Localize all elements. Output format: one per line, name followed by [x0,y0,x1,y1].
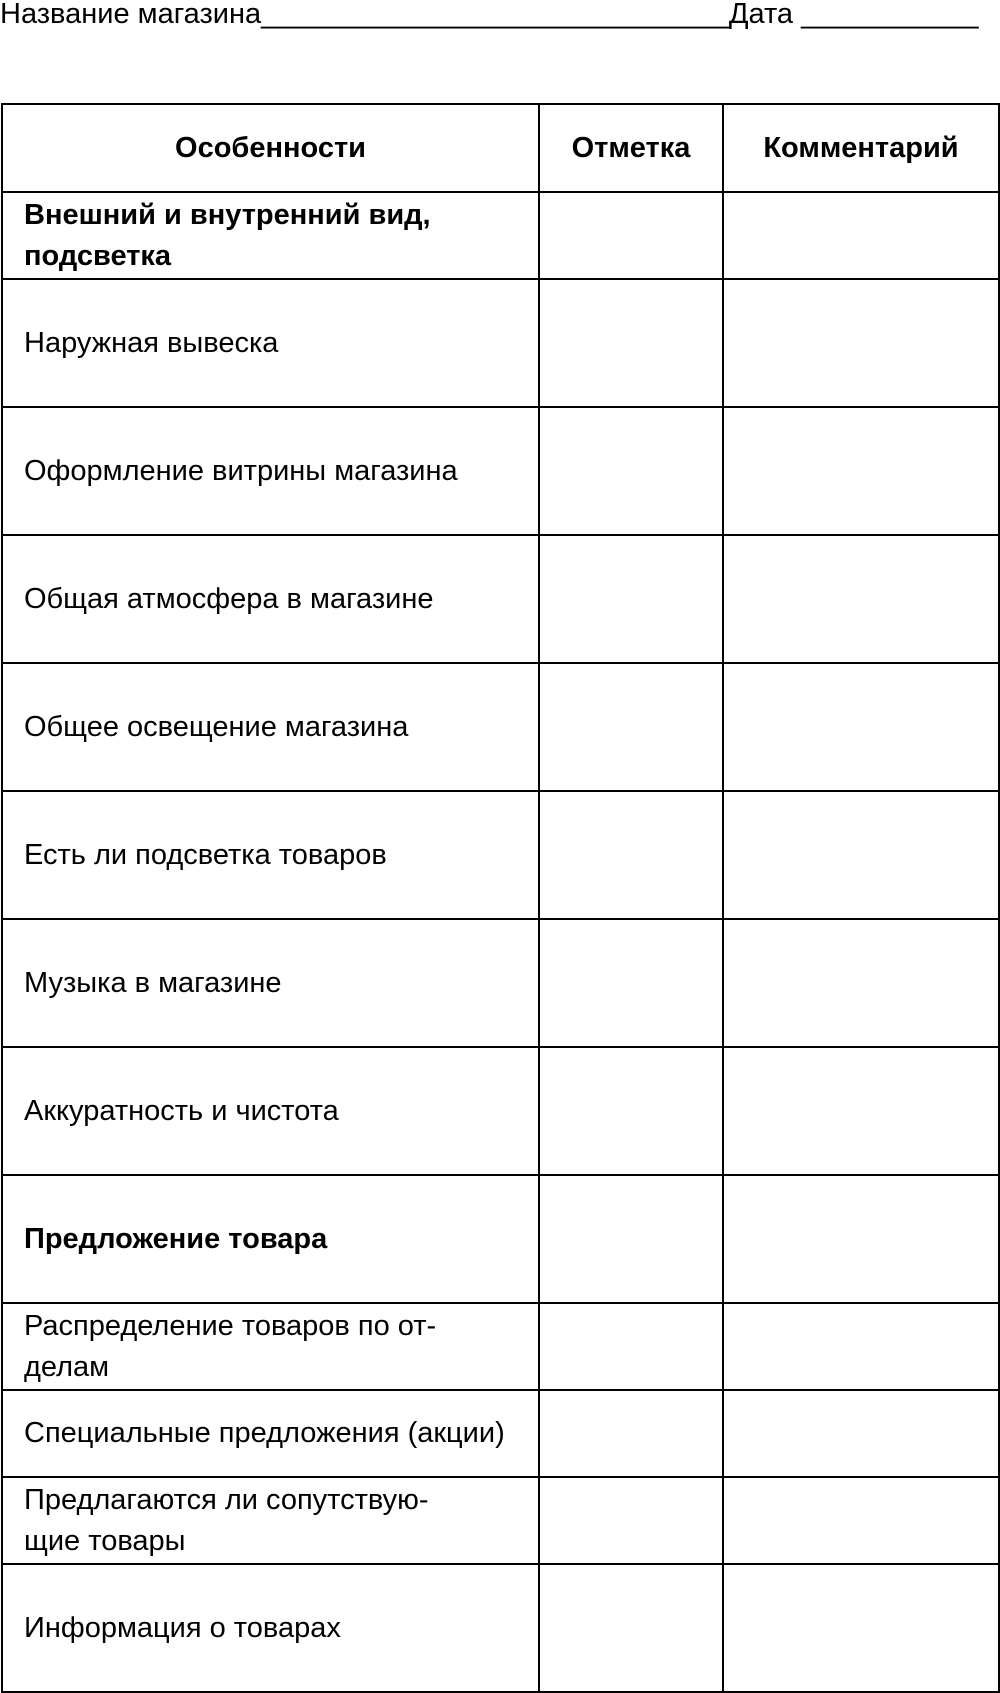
mark-cell[interactable] [539,535,723,663]
comment-cell[interactable] [723,535,999,663]
table-row [2,1175,999,1303]
date-label: Дата [728,0,794,30]
table-row [2,791,999,919]
mark-cell[interactable] [539,791,723,919]
date-blank[interactable]: ___________ [793,0,979,30]
mark-cell[interactable] [539,919,723,1047]
table-row [2,407,999,535]
feature-label: Общая атмосфера в магазине [2,535,539,663]
table-row [2,1477,999,1564]
store-checklist-table [1,103,1000,1693]
mark-cell[interactable] [539,1303,723,1390]
feature-label: Есть ли подсветка товаров [2,791,539,919]
store-name-label: Название магазина [0,0,262,30]
mark-cell[interactable] [539,279,723,407]
feature-label: Аккуратность и чистота [2,1047,539,1175]
comment-cell[interactable] [723,192,999,279]
mark-cell[interactable] [539,1047,723,1175]
comment-cell[interactable] [723,1047,999,1175]
comment-cell[interactable] [723,1175,999,1303]
table-body [2,192,999,1692]
feature-label: Музыка в магазине [2,919,539,1047]
feature-label: Предлагаются ли сопутствую- щие товары [2,1477,539,1564]
table-row [2,1303,999,1390]
mark-cell[interactable] [539,1175,723,1303]
mark-cell[interactable] [539,1390,723,1477]
section-heading: Внешний и внутренний вид, подсветка [2,192,539,279]
comment-cell[interactable] [723,791,999,919]
column-header-features: Особенности [2,104,539,192]
comment-cell[interactable] [723,407,999,535]
mark-cell[interactable] [539,663,723,791]
table-header-row [2,104,999,192]
comment-cell[interactable] [723,1564,999,1692]
comment-cell[interactable] [723,663,999,791]
mark-cell[interactable] [539,1477,723,1564]
comment-cell[interactable] [723,1390,999,1477]
comment-cell[interactable] [723,919,999,1047]
store-name-blank[interactable]: _____________________________ [261,0,729,30]
table-row [2,535,999,663]
feature-label: Специальные предложения (акции) [2,1390,539,1477]
feature-label: Общее освещение магазина [2,663,539,791]
comment-cell[interactable] [723,1303,999,1390]
form-header [0,0,1000,34]
mark-cell[interactable] [539,192,723,279]
feature-label: Информация о товарах [2,1564,539,1692]
table-row [2,1047,999,1175]
comment-cell[interactable] [723,279,999,407]
table-row [2,279,999,407]
column-header-comment: Комментарий [723,104,999,192]
mark-cell[interactable] [539,1564,723,1692]
table-row [2,1564,999,1692]
feature-label: Оформление витрины магазина [2,407,539,535]
table-row [2,192,999,279]
comment-cell[interactable] [723,1477,999,1564]
feature-label: Распределение товаров по от- делам [2,1303,539,1390]
table-row [2,663,999,791]
section-heading: Предложение товара [2,1175,539,1303]
feature-label: Наружная вывеска [2,279,539,407]
mark-cell[interactable] [539,407,723,535]
table-row [2,919,999,1047]
column-header-mark: Отметка [539,104,723,192]
table-row [2,1390,999,1477]
